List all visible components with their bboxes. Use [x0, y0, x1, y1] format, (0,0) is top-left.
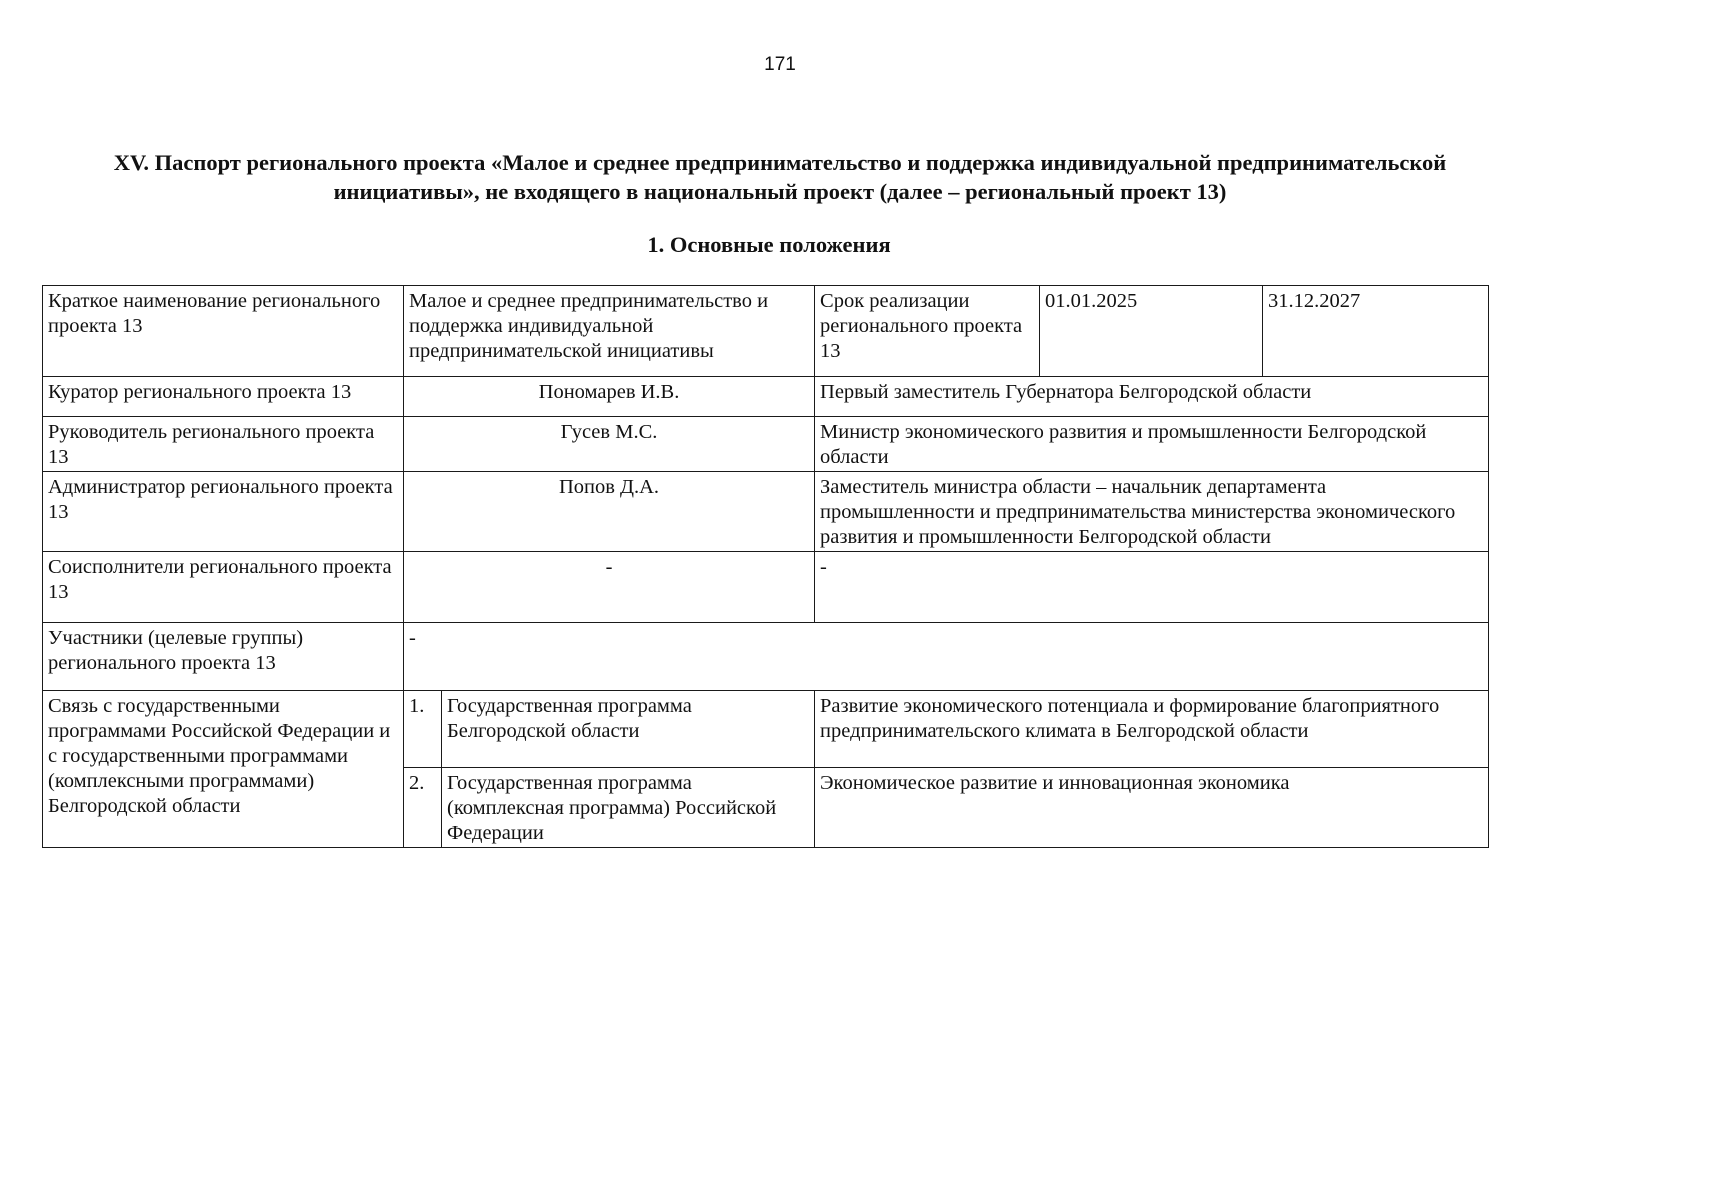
short-name-value: Малое и среднее предпринимательство и поддержка индивидуальной предпринимательской инициативы: [404, 286, 815, 377]
curator-label: Куратор регионального проекта 13: [43, 377, 404, 417]
program-type: Государственная программа Белгородской области: [442, 691, 815, 768]
curator-position: Первый заместитель Губернатора Белгородской области: [815, 377, 1489, 417]
row-participants: [43, 623, 1489, 691]
passport-table: [42, 285, 1489, 848]
head-name: Гусев М.С.: [404, 417, 815, 472]
coexecutors-label: Соисполнители регионального проекта 13: [43, 552, 404, 623]
short-name-label: Краткое наименование регионального проекта 13: [43, 286, 404, 377]
program-number: 1.: [404, 691, 442, 768]
row-program-1: [43, 691, 1489, 768]
row-short-name: [43, 286, 1489, 377]
program-number: 2.: [404, 768, 442, 848]
curator-name: Пономарев И.В.: [404, 377, 815, 417]
row-head: [43, 417, 1489, 472]
document-heading: [40, 148, 1520, 206]
administrator-label: Администратор регионального проекта 13: [43, 472, 404, 552]
coexecutors-name: -: [404, 552, 815, 623]
term-start: 01.01.2025: [1040, 286, 1263, 377]
program-name: Экономическое развитие и инновационная экономика: [815, 768, 1489, 848]
participants-label: Участники (целевые группы) регионального проекта 13: [43, 623, 404, 691]
section-title: 1. Основные положения: [647, 232, 891, 257]
head-label: Руководитель регионального проекта 13: [43, 417, 404, 472]
head-position: Министр экономического развития и промышленности Белгородской области: [815, 417, 1489, 472]
term-label: Срок реализации регионального проекта 13: [815, 286, 1040, 377]
administrator-name: Попов Д.А.: [404, 472, 815, 552]
participants-value: -: [404, 623, 1489, 691]
row-curator: [43, 377, 1489, 417]
coexecutors-position: -: [815, 552, 1489, 623]
row-coexecutors: [43, 552, 1489, 623]
page-number: 171: [764, 54, 796, 75]
program-type: Государственная программа (комплексная программа) Российской Федерации: [442, 768, 815, 848]
administrator-position: Заместитель министра области – начальник департамента промышленности и предпринимательства министерства экономического развития и промышленности Белгородской области: [815, 472, 1489, 552]
heading-line-2: инициативы», не входящего в национальный проект (далее – региональный проект 13): [333, 179, 1227, 204]
program-name: Развитие экономического потенциала и формирование благоприятного предпринимательского климата в Белгородской области: [815, 691, 1489, 768]
programs-label: Связь с государственными программами Российской Федерации и с государственными программами (комплексными программами) Белгородской области: [43, 691, 404, 848]
heading-line-1: XV. Паспорт регионального проекта «Малое и среднее предпринимательство и поддержка индивидуальной предпринимательской: [113, 150, 1447, 175]
term-end: 31.12.2027: [1263, 286, 1489, 377]
row-administrator: [43, 472, 1489, 552]
